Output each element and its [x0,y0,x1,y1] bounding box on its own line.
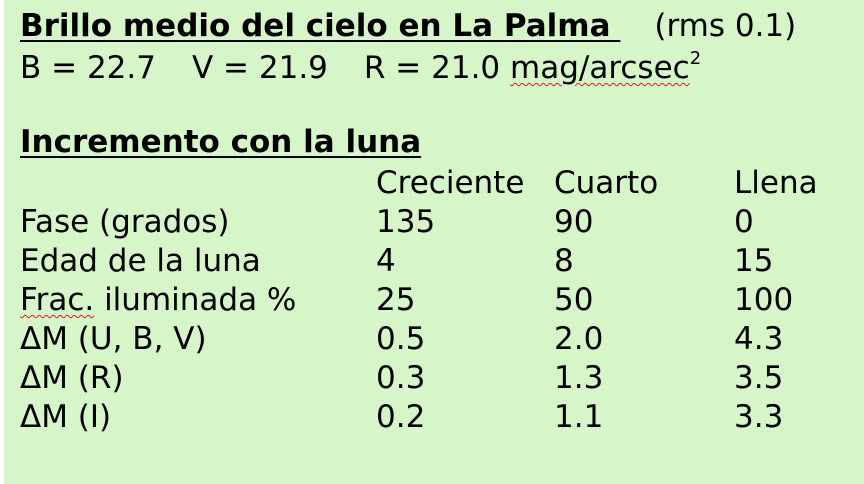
frac-rest: iluminada % [94,282,297,318]
header-creciente: Creciente [376,165,525,201]
row-label: Edad de la luna [20,243,261,279]
table-cell: 1.1 [554,399,604,435]
row-label [20,281,296,320]
title-underline-extension [611,6,645,46]
table-cell: 0.5 [376,321,426,357]
table-cell: 25 [376,282,416,318]
row-label: Fase (grados) [20,204,230,240]
sky-title: Brillo medio del cielo en La Palma [20,8,611,44]
table-cell: 0 [734,204,754,240]
table-cell: 1.3 [554,360,604,396]
header-cuarto: Cuarto [554,165,659,201]
table-cell: 2.0 [554,321,604,357]
r-value: R = 21.0 [363,50,501,86]
table-cell: 50 [554,282,594,318]
moon-title: Incremento con la luna [20,124,422,160]
table-cell: 4 [376,243,396,279]
b-value: B = 22.7 [20,50,156,86]
rms-label: (rms 0.1) [654,8,797,44]
slide-panel [4,0,864,484]
moon-title-line [20,122,421,162]
table-cell: 0.3 [376,360,426,396]
table-cell: 3.5 [734,360,784,396]
table-cell: 100 [734,282,794,318]
header-llena: Llena [734,165,818,201]
frac-word: Frac. [20,282,95,318]
row-label: ΔM (R) [20,360,124,396]
sky-title-line [20,6,796,46]
row-label: ΔM (I) [20,399,112,435]
table-cell: 4.3 [734,321,784,357]
v-value: V = 21.9 [191,50,328,86]
sky-values-line [20,48,701,88]
table-cell: 8 [554,243,574,279]
unit-label: mag/arcsec [510,50,690,86]
table-cell: 3.3 [734,399,784,435]
table-cell: 0.2 [376,399,426,435]
unit-exponent: 2 [689,48,702,69]
table-cell: 135 [376,204,436,240]
row-label: ΔM (U, B, V) [20,321,207,357]
table-cell: 15 [734,243,774,279]
table-cell: 90 [554,204,594,240]
